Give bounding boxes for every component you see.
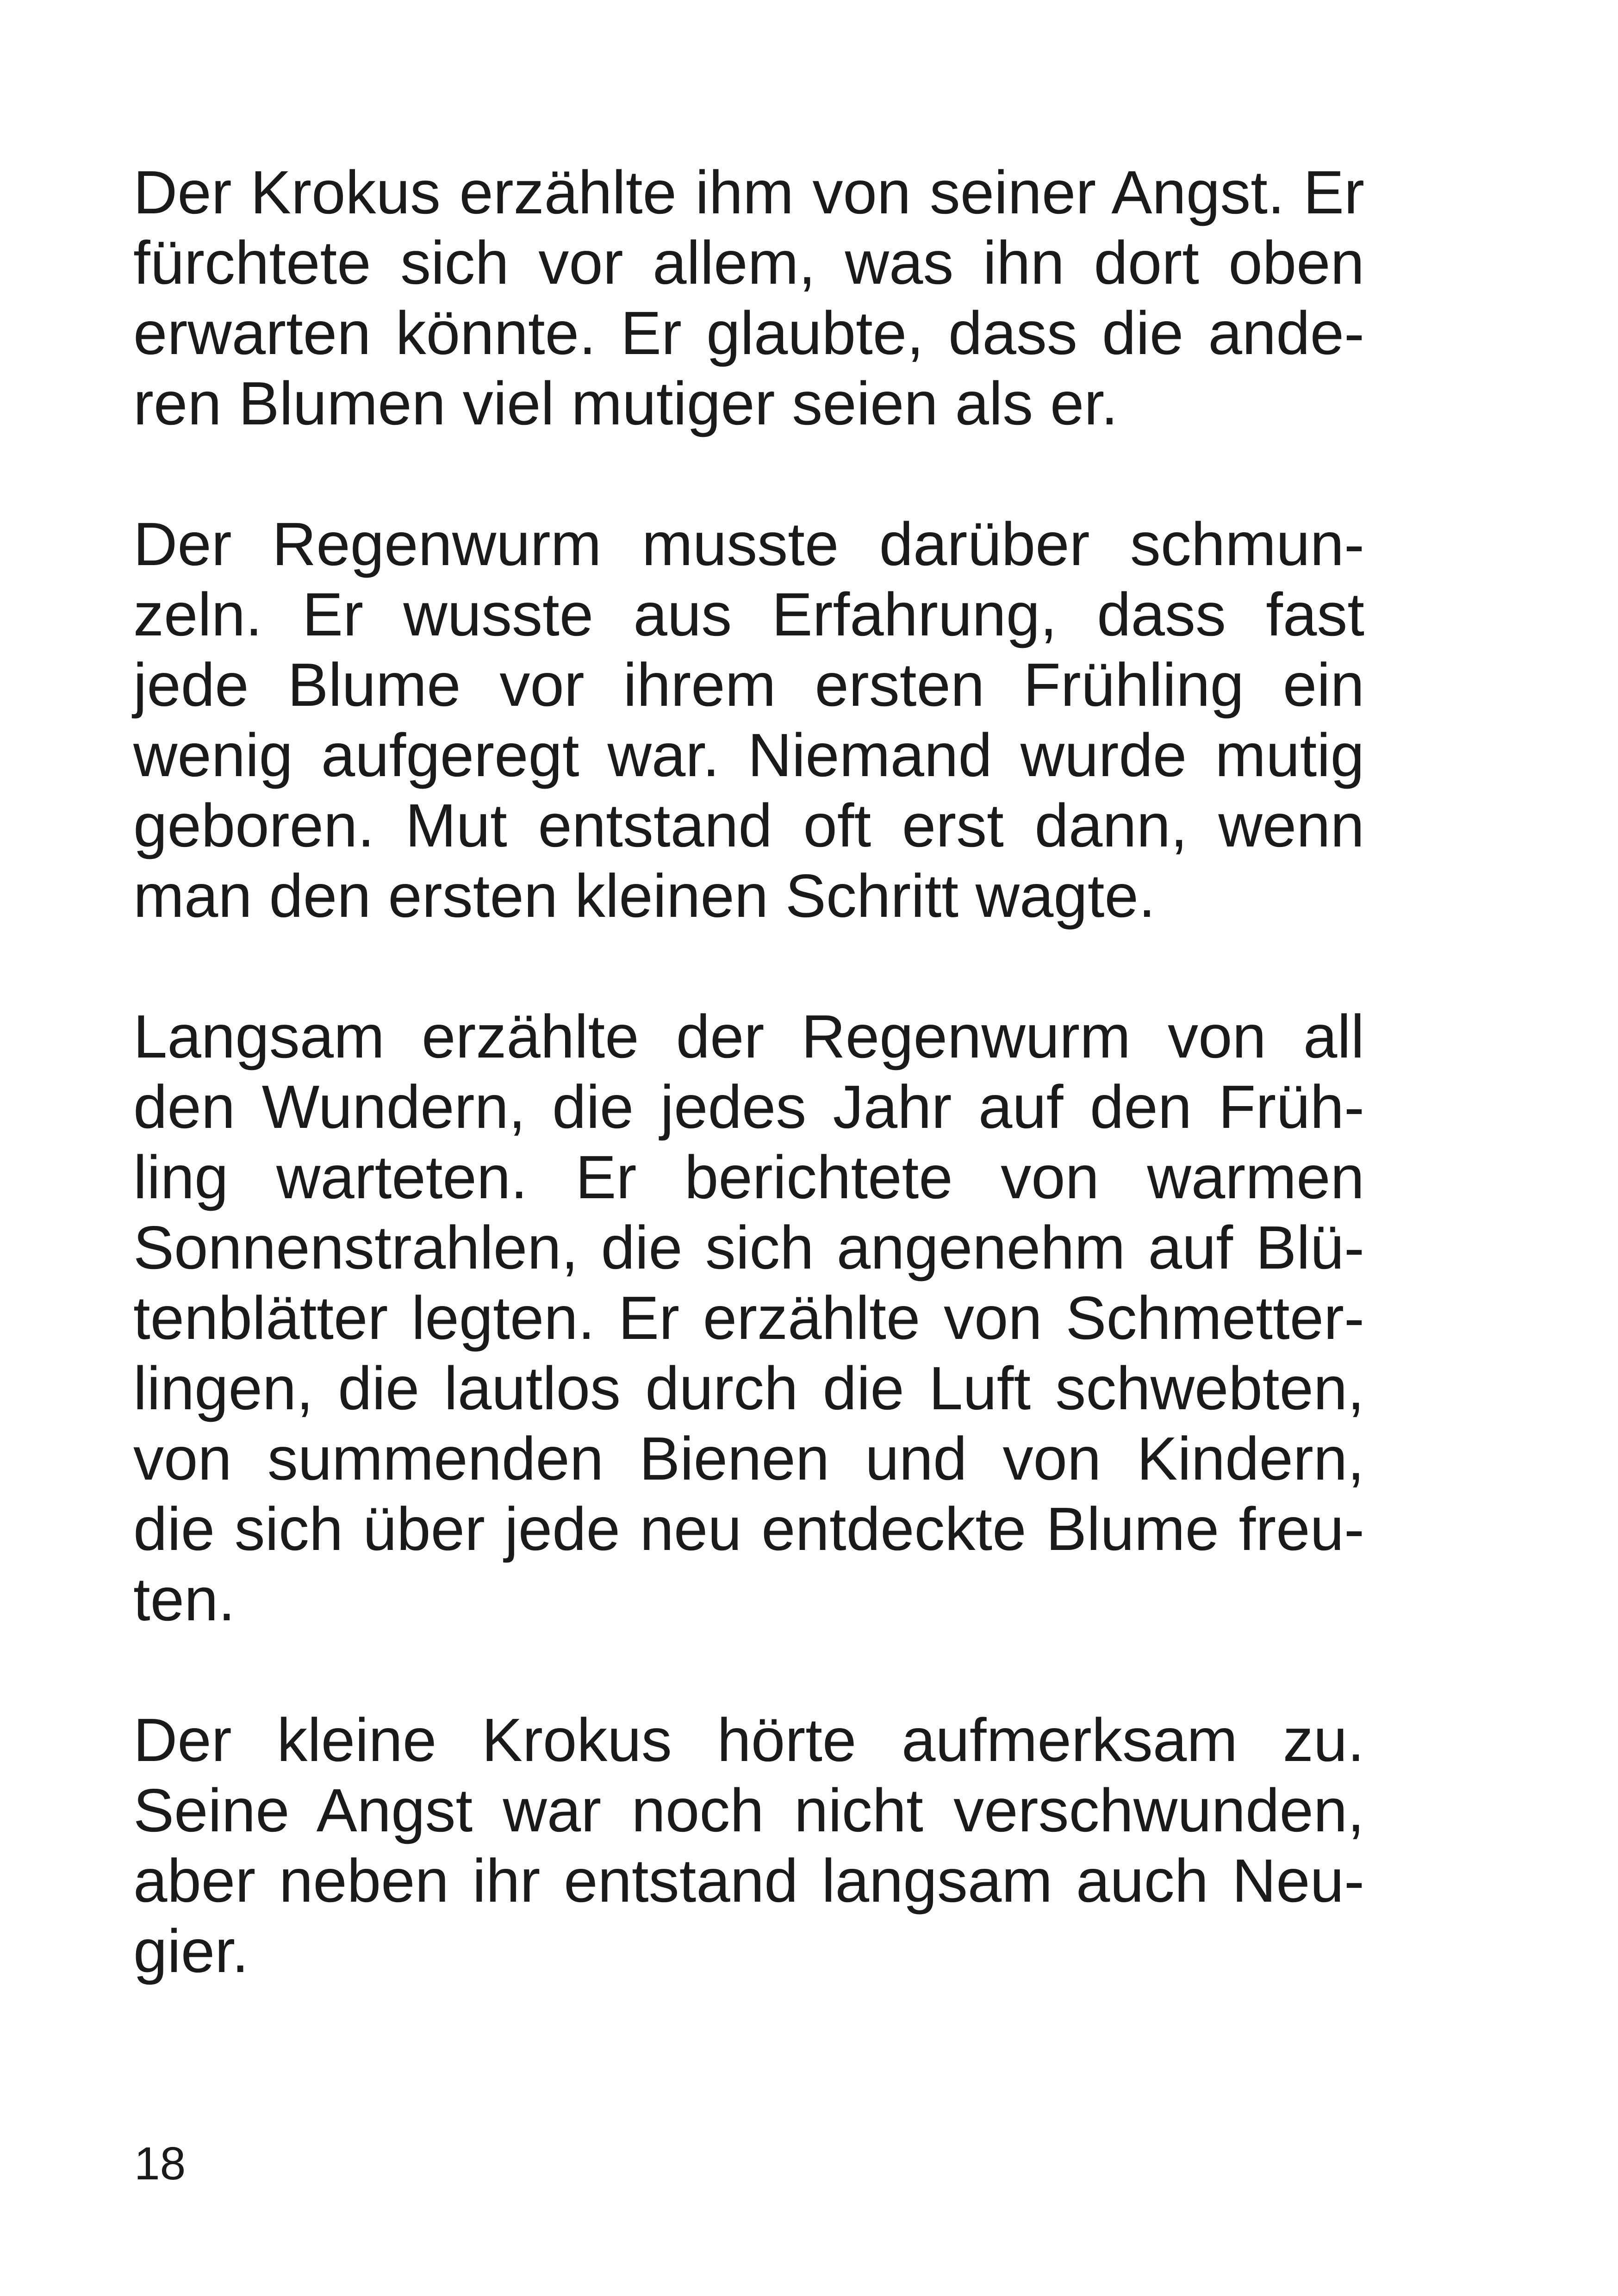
text-line: Sonnenstrahlen, die sich angenehm auf Blü- (133, 1213, 1364, 1282)
paragraph-4 (133, 1705, 1364, 1986)
page-number: 18 (134, 2138, 186, 2190)
text-line: Seine Angst war noch nicht verschwunden, (133, 1776, 1364, 1844)
text-line: den Wundern, die jedes Jahr auf den Früh- (133, 1073, 1364, 1141)
text-line: ling warteten. Er berichtete von warmen (133, 1143, 1364, 1211)
text-line: Langsam erzählte der Regenwurm von all (133, 1002, 1364, 1070)
paragraph-1 (133, 157, 1364, 439)
text-line: Der Regenwurm musste darüber schmun- (133, 510, 1364, 578)
text-line: erwarten könnte. Er glaubte, dass die ande- (133, 299, 1364, 367)
text-line: gier. (133, 1917, 249, 1985)
text-line: aber neben ihr entstand langsam auch Neu- (133, 1847, 1364, 1915)
paragraph-2 (133, 509, 1364, 931)
text-line: Der Krokus erzählte ihm von seiner Angst. Er (133, 158, 1364, 226)
text-line: tenblätter legten. Er erzählte von Schmetter- (133, 1284, 1364, 1352)
story-text (133, 157, 1364, 2057)
paragraph-3 (133, 1002, 1364, 1635)
text-line: jede Blume vor ihrem ersten Frühling ein (133, 651, 1364, 719)
text-line: lingen, die lautlos durch die Luft schwebten, (133, 1354, 1364, 1422)
text-line: ren Blumen viel mutiger seien als er. (133, 369, 1118, 437)
text-line: geboren. Mut entstand oft erst dann, wenn (133, 791, 1364, 859)
text-line: zeln. Er wusste aus Erfahrung, dass fast (133, 580, 1364, 648)
text-line: fürchtete sich vor allem, was ihn dort oben (133, 229, 1364, 297)
text-line: die sich über jede neu entdeckte Blume freu- (133, 1495, 1364, 1563)
text-line: von summenden Bienen und von Kindern, (133, 1425, 1364, 1493)
text-line: wenig aufgeregt war. Niemand wurde mutig (133, 721, 1364, 789)
text-line: ten. (133, 1565, 236, 1633)
text-line: man den ersten kleinen Schritt wagte. (133, 862, 1156, 930)
text-line: Der kleine Krokus hörte aufmerksam zu. (133, 1706, 1364, 1774)
